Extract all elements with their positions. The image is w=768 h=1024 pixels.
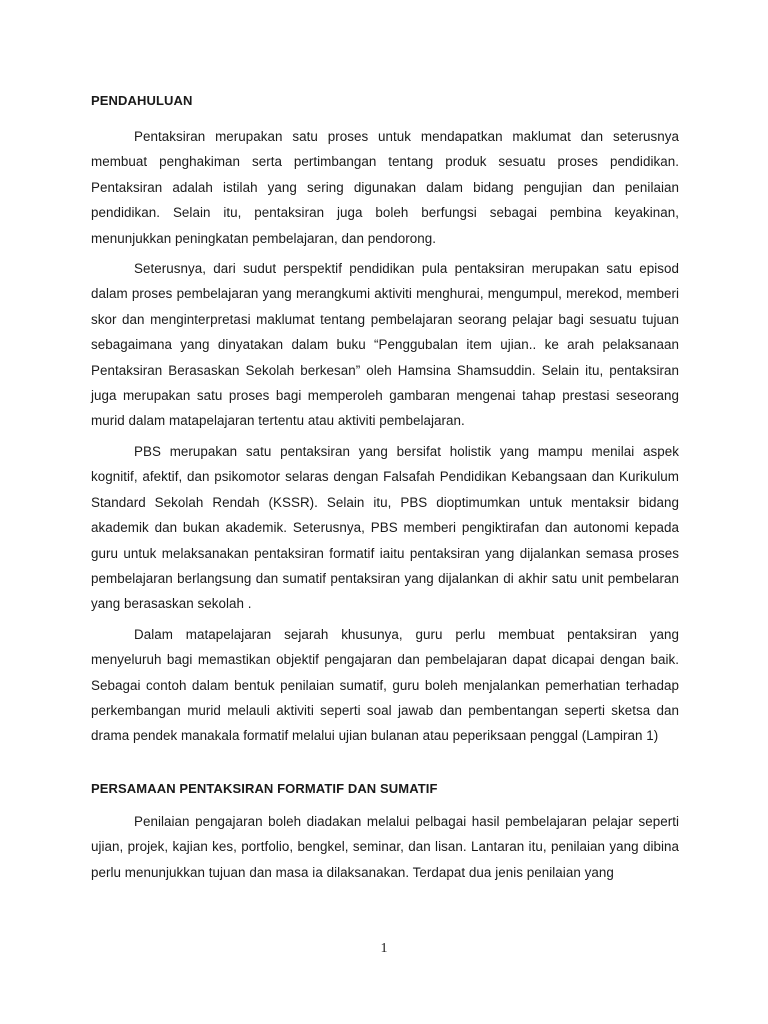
paragraph: Seterusnya, dari sudut perspektif pendidikan pula pentaksiran merupakan satu episod dalam proses pembelajaran yang merangkumi aktiviti menghurai, mengumpul, merekod, memberi skor dan menginterpretasi maklumat tentang pembelajaran seorang pelajar bagi sesuatu tujuan sebagaimana yang dinyatakan dalam buku “Penggubalan item ujian.. ke arah pelaksanaan Pentaksiran Berasaskan Sekolah berkesan” oleh Hamsina Shamsuddin. Selain itu, pentaksiran juga merupakan satu proses bagi memperoleh gambaran mengenai tahap prestasi seseorang murid dalam matapelajaran tertentu atau aktiviti pembelajaran. — [91, 261, 679, 429]
paragraph: Penilaian pengajaran boleh diadakan melalui pelbagai hasil pembelajaran pelajar seperti ujian, projek, kajian kes, portfolio, bengkel, seminar, dan lisan. Lantaran itu, penilaian yang dibina perlu menunjukkan tujuan dan masa ia dilaksanakan. Terdapat dua jenis penilaian yang — [91, 813, 679, 880]
document-body — [91, 92, 679, 885]
section-heading-persamaan: PERSAMAAN PENTAKSIRAN FORMATIF DAN SUMATIF — [91, 780, 438, 796]
paragraph: Pentaksiran merupakan satu proses untuk mendapatkan maklumat dan seterusnya membuat penghakiman serta pertimbangan tentang produk sesuatu proses pendidikan. Pentaksiran adalah istilah yang sering digunakan dalam bidang pengujian dan penilaian pendidikan. Selain itu, pentaksiran juga boleh berfungsi sebagai pembina keyakinan, menunjukkan peningkatan pembelajaran, dan pendorong. — [91, 129, 679, 246]
paragraph: PBS merupakan satu pentaksiran yang bersifat holistik yang mampu menilai aspek kognitif, afektif, dan psikomotor selaras dengan Falsafah Pendidikan Kebangsaan dan Kurikulum Standard Sekolah Rendah (KSSR). Selain itu, PBS dioptimumkan untuk mentaksir bidang akademik dan bukan akademik. Seterusnya, PBS memberi pengiktirafan dan autonomi kepada guru untuk melaksanakan pentaksiran formatif iaitu pentaksiran yang dijalankan semasa proses pembelajaran berlangsung dan sumatif pentaksiran yang dijalankan di akhir satu unit pembelaran yang berasaskan sekolah . — [91, 443, 679, 612]
paragraph: Dalam matapelajaran sejarah khusunya, guru perlu membuat pentaksiran yang menyeluruh bagi memastikan objektif pengajaran dan pembelajaran dapat dicapai dengan baik. Sebagai contoh dalam bentuk penilaian sumatif, guru boleh menjalankan pemerhatian terhadap perkembangan murid melauli aktiviti seperti soal jawab dan pembentangan seperti sketsa dan drama pendek manakala formatif melalui ujian bulanan atau peperiksaan penggal (Lampiran 1) — [91, 626, 679, 744]
section-heading-pendahuluan: PENDAHULUAN — [91, 93, 193, 108]
page-number: 1 — [380, 941, 388, 956]
